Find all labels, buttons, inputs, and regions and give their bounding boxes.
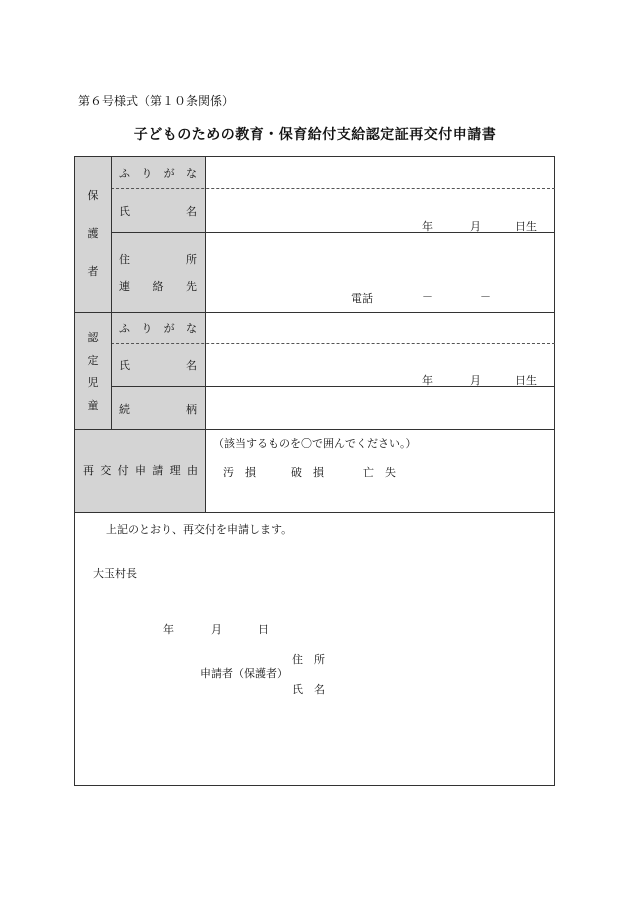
guardian-birth-month: 月 xyxy=(470,220,481,233)
guardian-furigana-field[interactable] xyxy=(206,158,554,187)
phone-label: 電話 xyxy=(351,292,373,305)
phone-separator-1: － xyxy=(422,290,433,303)
addressee: 大玉村長 xyxy=(93,567,137,580)
guardian-name-field[interactable] xyxy=(206,189,554,231)
reason-option-damaged[interactable]: 破 損 xyxy=(291,466,324,479)
application-date-month: 月 xyxy=(211,623,222,636)
reason-option-soiled[interactable]: 汚 損 xyxy=(223,466,256,479)
form-number: 第６号様式（第１０条関係） xyxy=(78,94,235,108)
guardian-birth-day: 日生 xyxy=(515,220,537,233)
application-date-day: 日 xyxy=(258,623,269,636)
applicant-address-label: 住 所 xyxy=(292,653,325,666)
child-birth-year: 年 xyxy=(422,374,433,387)
child-furigana-field[interactable] xyxy=(206,313,554,342)
reason-option-lost[interactable]: 亡 失 xyxy=(363,466,396,479)
document-title: 子どものための教育・保育給付支給認定証再交付申請書 xyxy=(133,127,497,143)
guardian-name-label: 氏 名 xyxy=(119,205,197,218)
guardian-birth-year: 年 xyxy=(422,220,433,233)
applicant-label: 申請者（保護者） xyxy=(200,667,288,680)
applicant-name-field[interactable] xyxy=(337,677,537,695)
application-date-year: 年 xyxy=(163,623,174,636)
child-name-label: 氏 名 xyxy=(119,359,197,372)
phone-separator-2: － xyxy=(480,290,491,303)
child-reason-divider xyxy=(75,429,554,430)
applicant-name-label: 氏 名 xyxy=(292,683,325,696)
child-birth-month: 月 xyxy=(470,374,481,387)
guardian-contact-label: 連 絡 先 xyxy=(119,280,197,293)
reason-label: 再 交 付 申 請 理 由 xyxy=(83,464,198,477)
child-relationship-label: 続 柄 xyxy=(119,403,197,416)
child-name-field[interactable] xyxy=(206,344,554,385)
child-relationship-field[interactable] xyxy=(206,387,554,428)
guardian-address-field[interactable] xyxy=(206,233,554,311)
guardian-section-label: 保 護 者 xyxy=(87,189,99,278)
guardian-furigana-label: ふ り が な xyxy=(119,167,197,180)
child-section-label: 認 定 児 童 xyxy=(87,331,99,412)
reason-instruction: （該当するものを〇で囲んでください。） xyxy=(213,437,417,450)
child-birth-day: 日生 xyxy=(515,374,537,387)
guardian-address-label: 住 所 xyxy=(119,253,197,266)
child-furigana-label: ふ り が な xyxy=(119,322,197,335)
section-label-divider xyxy=(111,157,112,429)
reason-application-divider xyxy=(75,512,554,513)
applicant-address-field[interactable] xyxy=(337,647,537,665)
application-form xyxy=(74,156,555,786)
application-statement: 上記のとおり、再交付を申請します。 xyxy=(106,523,293,536)
